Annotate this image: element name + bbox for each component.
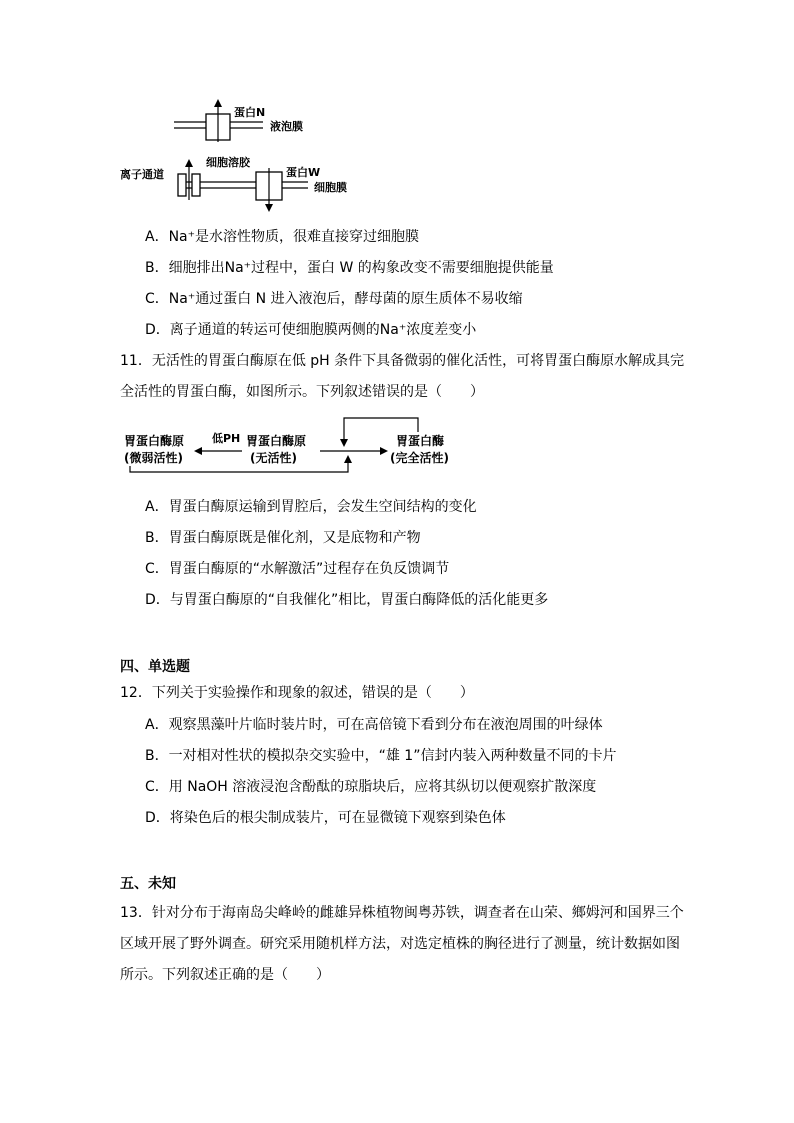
q13-stem-line2: 区域开展了野外调查。研究采用随机样方法，对选定植株的胸径进行了测量，统计数据如图 (120, 936, 680, 952)
q13-stem-line1: 13．针对分布于海南岛尖峰岭的雌雄异株植物闽粤苏铁，调查者在山荣、鄉姆河和国界三个 (120, 905, 684, 921)
cytosol-label: 细胞溶胶 (206, 156, 250, 169)
arrow-down-icon (340, 439, 348, 447)
q12-option-a: A．观察黑藻叶片临时装片时，可在高倍镜下看到分布在液泡周围的叶绿体 (145, 717, 603, 733)
q12-stem: 12．下列关于实验操作和现象的叙述，错误的是（ ） (120, 685, 474, 701)
protein-n-label: 蛋白N (234, 106, 266, 119)
membrane-transport-diagram (120, 96, 368, 216)
middle-line1: 胃蛋白酶原 (246, 434, 307, 448)
pepsin-activation-diagram (120, 412, 460, 474)
vacuole-membrane-label: 液泡膜 (270, 120, 303, 133)
arrow-left-icon (194, 447, 202, 455)
left-box-line1: 胃蛋白酶原 (124, 434, 185, 448)
q11-option-a: A．胃蛋白酶原运输到胃腔后，会发生空间结构的变化 (145, 499, 477, 515)
section-title-4: 四、单选题 (120, 659, 190, 675)
q10-option-c: C．Na⁺通过蛋白 N 进入液泡后，酵母菌的原生质体不易收缩 (145, 291, 523, 307)
section-title-5: 五、未知 (120, 876, 176, 892)
q12-option-d: D．将染色后的根尖制成装片，可在显微镜下观察到染色体 (145, 810, 506, 826)
q11-option-b: B．胃蛋白酶原既是催化剂，又是底物和产物 (145, 530, 421, 546)
ion-channel-label: 离子通道 (120, 168, 164, 181)
arrow-right-icon (380, 447, 388, 455)
arrow-up-icon (214, 99, 222, 107)
arrow-up-icon (185, 159, 193, 167)
q12-option-c: C．用 NaOH 溶液浸泡含酚酞的琼脂块后，应将其纵切以便观察扩散深度 (145, 779, 597, 795)
q12-option-b: B．一对相对性状的模拟杂交实验中，“雄 1”信封内装入两种数量不同的卡片 (145, 748, 617, 764)
left-box-line2: (微弱活性) (124, 451, 183, 465)
q11-stem-line2: 全活性的胃蛋白酶，如图所示。下列叙述错误的是（ ） (120, 384, 484, 400)
right-line2: (完全活性) (390, 451, 449, 465)
q11-option-c: C．胃蛋白酶原的“水解激活”过程存在负反馈调节 (145, 561, 450, 577)
q10-option-a: A．Na⁺是水溶性物质，很难直接穿过细胞膜 (145, 229, 420, 245)
low-ph-label: 低PH (212, 432, 241, 445)
right-line1: 胃蛋白酶 (396, 434, 445, 448)
arrow-up-icon (344, 455, 352, 463)
q10-option-d: D．离子通道的转运可使细胞膜两侧的Na⁺浓度差变小 (145, 322, 477, 338)
q11-option-d: D．与胃蛋白酶原的“自我催化”相比，胃蛋白酶降低的活化能更多 (145, 592, 549, 608)
protein-w-label: 蛋白W (286, 166, 321, 179)
q11-stem-line1: 11．无活性的胃蛋白酶原在低 pH 条件下具备微弱的催化活性，可将胃蛋白酶原水解成具完 (120, 353, 685, 369)
q10-option-b: B．细胞排出Na⁺过程中，蛋白 W 的构象改变不需要细胞提供能量 (145, 260, 554, 276)
arrow-down-icon (265, 204, 273, 212)
q13-stem-line3: 所示。下列叙述正确的是（ ） (120, 967, 330, 983)
cell-membrane-label: 细胞膜 (314, 181, 347, 194)
middle-line2: (无活性) (250, 451, 297, 465)
